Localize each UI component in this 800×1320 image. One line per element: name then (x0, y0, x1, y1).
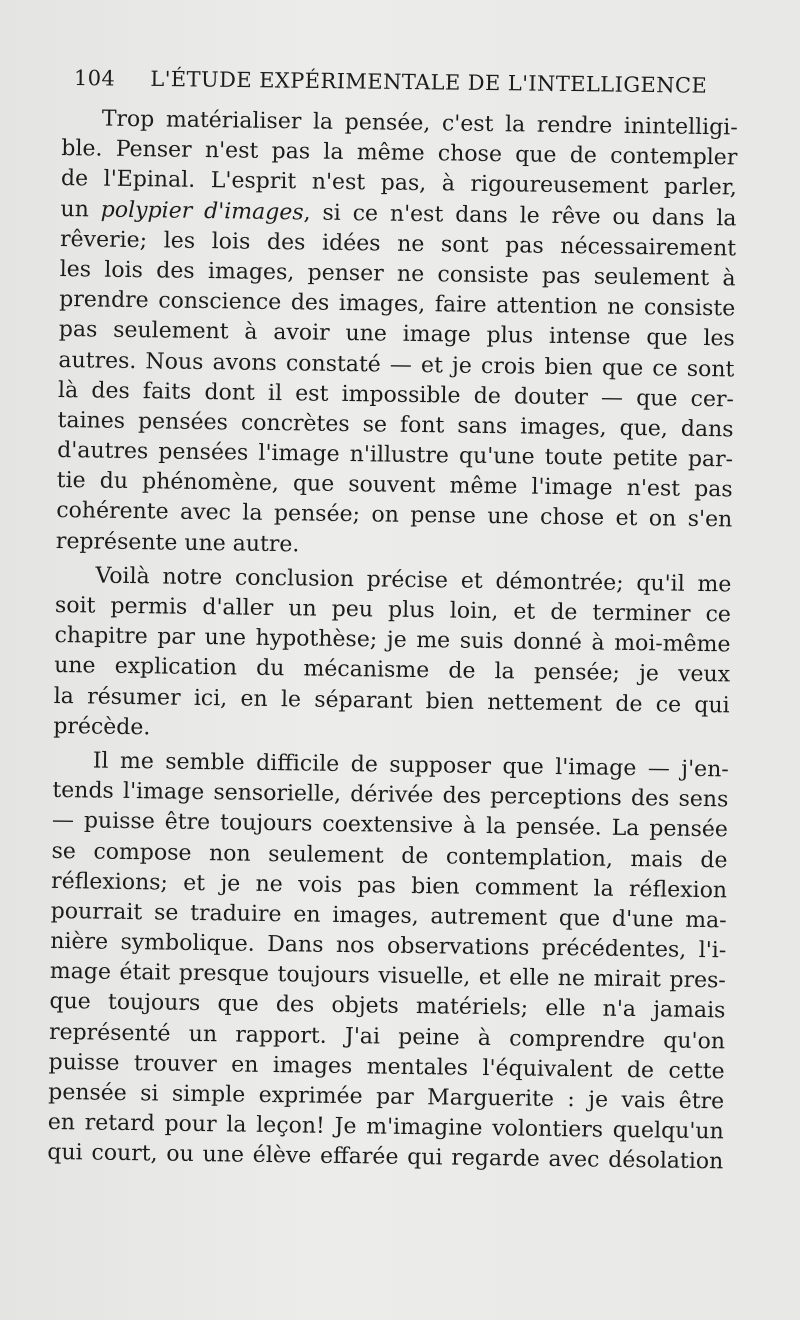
paragraph (53, 561, 731, 752)
text-line: Trop matérialiser la pensée, c'est la rendre inintelligi- (101, 106, 738, 141)
italic-term: polypier d'images (100, 197, 304, 225)
text-line: représenté un rapport. J'ai peine à comprendre qu'on (48, 1019, 726, 1054)
text-line: là des faits dont il est impossible de douter — que cer- (57, 377, 735, 413)
text-line: pensée si simple exprimée par Marguerite : je vais être (48, 1079, 725, 1115)
text-line: les lois des images, penser ne consiste pas seulement à (59, 256, 736, 292)
text-line: rêverie; les lois des idées ne sont pas nécessairement (59, 226, 737, 262)
text-fragment: un (60, 196, 101, 223)
text-line: tends l'image sensorielle, dérivée des perceptions des sens (52, 778, 729, 813)
text-line: représente une autre. (55, 528, 300, 557)
text-line: prendre conscience des images, faire attention ne consiste (59, 287, 736, 322)
text-line: soit permis d'aller un peu plus loin, et de terminer ce (54, 592, 732, 628)
running-header (73, 66, 708, 98)
text-line: d'autres pensées l'image n'illustre qu'une toute petite par- (56, 438, 734, 473)
text-line: autres. Nous avons constaté — et je crois bien que ce sont (58, 347, 735, 382)
body-text (47, 104, 738, 1178)
text-line: pourrait se traduire en images, autrement que d'une ma- (50, 898, 727, 934)
text-line: nière symbolique. Dans nos observations précédentes, l'i- (50, 928, 727, 964)
text-line: que toujours que des objets matériels; elle n'a jamais (49, 989, 726, 1024)
text-line: puisse trouver en images mentales l'équivalent de cette (48, 1049, 725, 1085)
text-line: en retard pour la leçon! Je m'imagine volontiers quelqu'un (47, 1110, 724, 1145)
text-line: taines pensées concrètes se font sans images, que, dans (57, 407, 734, 443)
text-line: précède. (53, 713, 151, 741)
text-line: ble. Penser n'est pas la même chose que de contempler (61, 136, 738, 171)
text-line: qui court, ou une élève effarée qui regarde avec désolation (47, 1140, 724, 1175)
text-line: tie du phénomène, que souvent même l'image n'est pas (56, 468, 733, 503)
paragraph (56, 104, 738, 566)
text-line: chapitre par une hypothèse; je me suis donné à moi-même (54, 623, 731, 658)
text-line: de l'Epinal. L'esprit n'est pas, à rigoureusement parler, (60, 166, 738, 201)
page-number: 104 (73, 66, 116, 91)
text-line: Voilà notre conclusion précise et démontrée; qu'il me (95, 563, 732, 598)
text-line: une explication du mécanisme de la pensée; je veux (53, 653, 731, 688)
text-fragment: , si ce n'est dans le rêve ou dans la (303, 199, 737, 231)
text-line: — puisse être toujours coextensive à la pensée. La pensée (51, 808, 729, 843)
text-line: Il me semble difficile de supposer que l'image — j'en- (92, 748, 729, 783)
text-line: mage était presque toujours visuelle, et elle ne mirait pres- (49, 959, 726, 994)
text-line: réflexions; et je ne vois pas bien comment la réflexion (50, 868, 728, 904)
text-line: se compose non seulement de contemplation, mais de (51, 838, 728, 873)
text-line: cohérente avec la pensée; on pense une chose et on s'en (56, 498, 733, 533)
text-line: la résumer ici, en le séparant bien nettement de ce qui (53, 683, 730, 718)
paragraph (47, 746, 729, 1178)
text-line: pas seulement à avoir une image plus intense que les (58, 317, 735, 352)
running-title: L'ÉTUDE EXPÉRIMENTALE DE L'INTELLIGENCE (150, 66, 708, 98)
